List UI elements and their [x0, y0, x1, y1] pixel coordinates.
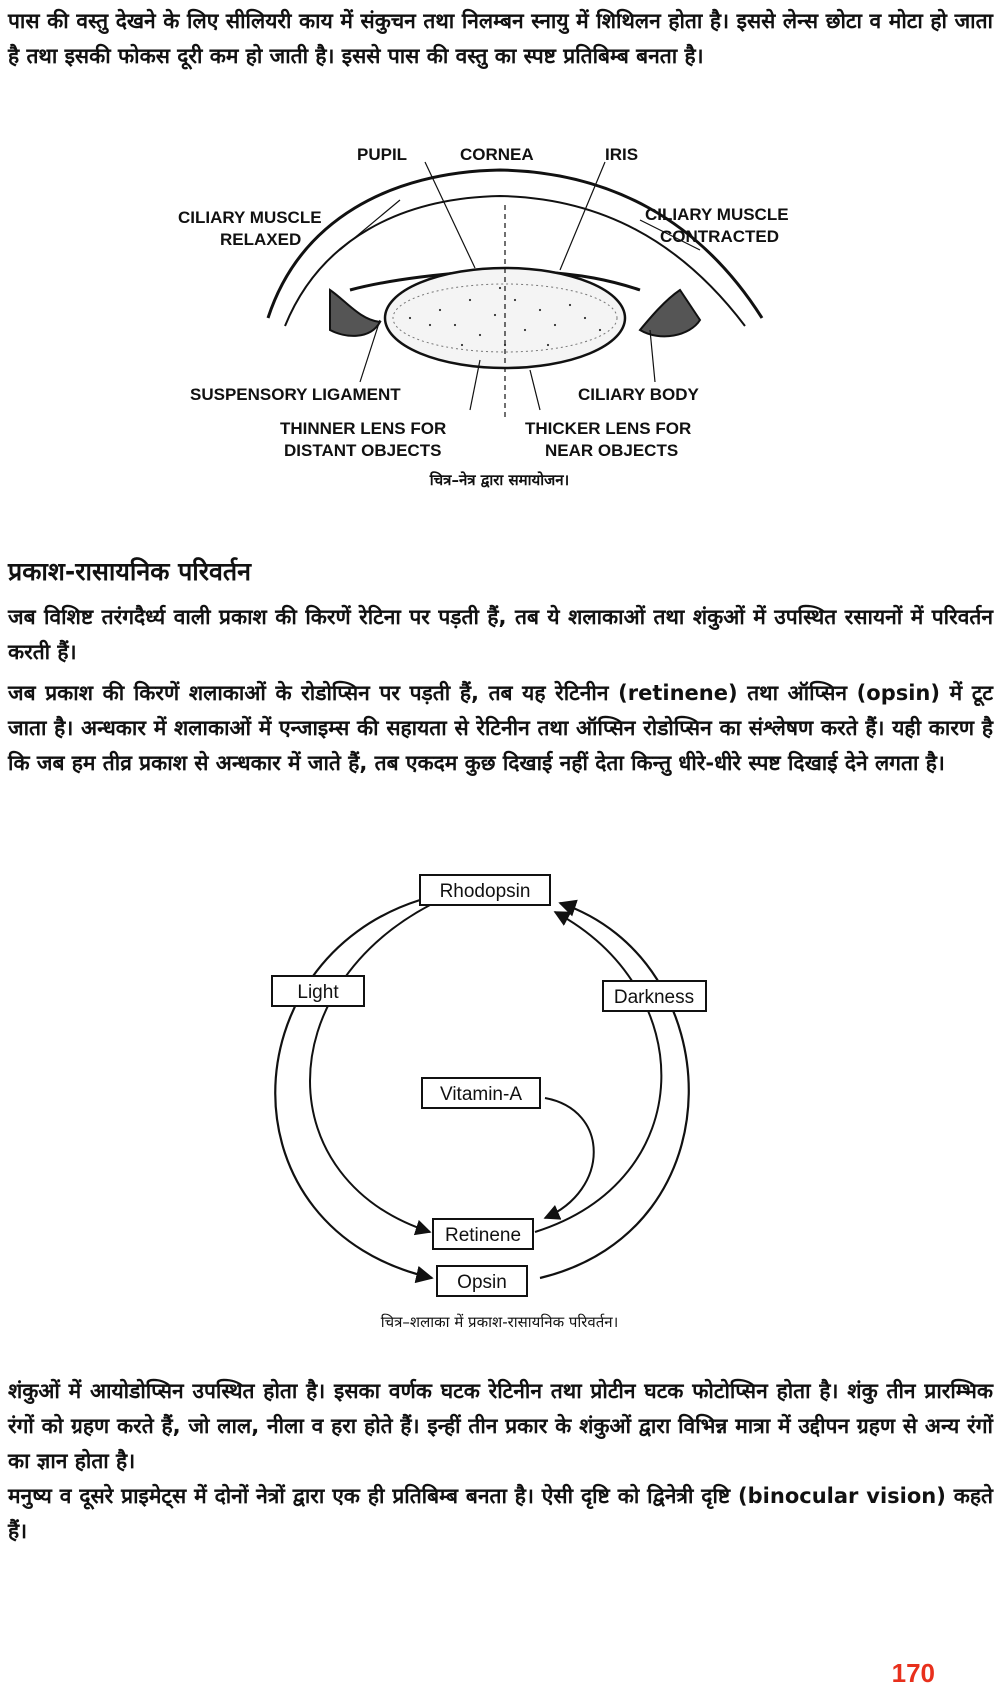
ciliary-relaxed-label-2: RELAXED [220, 230, 302, 249]
pupil-leader [425, 162, 475, 268]
light-label: Light [297, 982, 339, 1003]
ciliary-relaxed-leader [340, 200, 400, 250]
vitamin-a-label: Vitamin-A [439, 1084, 523, 1105]
pupil-label: PUPIL [357, 145, 408, 164]
section-paragraph-1: जब विशिष्ट तरंगदैर्ध्य वाली प्रकाश की किरणें रेटिना पर पड़ती हैं, तब ये शलाकाओं तथा शंकुओं में उपस्थित रसायनों में परिवर्तन करती हैं। [8, 605, 993, 664]
eye-accommodation-diagram [0, 130, 999, 470]
intro-paragraph: पास की वस्तु देखने के लिए सीलियरी काय में संकुचन तथा निलम्बन स्नायु में शिथिलन होता है। इससे लेन्स छोटा व मोटा हो जाता है तथा इसकी फोकस दूरी कम हो जाती है। इससे पास की वस्तु का स्पष्ट प्रतिबिम्ब बनता है। [8, 9, 993, 68]
section-paragraph-2: जब प्रकाश की किरणें शलाकाओं के रोडोप्सिन पर पड़ती हैं, तब यह रेटिनीन (retinene) तथा ऑप्सिन (opsin) में टूट जाता है। अन्धकार में शलाकाओं में एन्जाइम्स की सहायता से रेटिनीन तथा ऑप्सिन रोडोप्सिन का संश्लेषण करते हैं। यही कारण है कि जब हम तीव्र प्रकाश से अन्धकार में जाते हैं, तब एकदम कुछ दिखाई नहीं देता किन्तु धीरे-धीरे स्पष्ट दिखाई देने लगता है। [8, 681, 993, 775]
cornea-label: CORNEA [460, 145, 534, 164]
section-heading: प्रकाश-रासायनिक परिवर्तन [8, 557, 252, 586]
ciliary-relaxed-label-1: CILIARY MUSCLE [178, 208, 322, 227]
ciliary-body-right [640, 290, 700, 336]
thicker-leader [530, 370, 540, 410]
ciliary-body-leader [650, 330, 655, 382]
eye-figure-caption: चित्र–नेत्र द्वारा समायोजन। [429, 471, 570, 489]
rhodopsin-cycle-diagram [0, 860, 999, 1320]
ciliary-body-left [330, 290, 380, 336]
vitamin-a-arrow [545, 1098, 594, 1218]
thinner-lens-label-1: THINNER LENS FOR [280, 419, 447, 438]
ciliary-body-label: CILIARY BODY [578, 385, 699, 404]
rhodopsin-label: Rhodopsin [439, 881, 531, 902]
ciliary-contracted-label-1: CILIARY MUSCLE [645, 205, 789, 224]
thicker-lens-label-2: NEAR OBJECTS [545, 441, 679, 460]
iris-label: IRIS [605, 145, 639, 164]
closing-paragraph-1: शंकुओं में आयोडोप्सिन उपस्थित होता है। इसका वर्णक घटक रेटिनीन तथा प्रोटीन घटक फोटोप्सिन होता है। शंकु तीन प्रारम्भिक रंगों को ग्रहण करते हैं, जो लाल, नीला व हरा होते हैं। इन्हीं तीन प्रकार के शंकुओं द्वारा विभिन्न मात्रा में उद्दीपन ग्रहण से अन्य रंगों का ज्ञान होता है। [8, 1379, 993, 1473]
ciliary-contracted-label-2: CONTRACTED [660, 227, 779, 246]
thicker-lens-label-1: THICKER LENS FOR [525, 419, 692, 438]
suspensory-ligament-label: SUSPENSORY LIGAMENT [190, 385, 401, 404]
light-arc [275, 900, 432, 1278]
retinene-label: Retinene [444, 1225, 522, 1246]
closing-paragraph-2: मनुष्य व दूसरे प्राइमेट्स में दोनों नेत्रों द्वारा एक ही प्रतिबिम्ब बनता है। ऐसी दृष्टि को द्विनेत्री दृष्टि (binocular vision) कहते हैं। [8, 1484, 993, 1543]
darkness-label: Darkness [613, 987, 695, 1008]
opsin-label: Opsin [457, 1272, 507, 1293]
cycle-figure-caption: चित्र–शलाका में प्रकाश-रासायनिक परिवर्तन। [380, 1313, 619, 1331]
light-inner-arc [310, 905, 430, 1232]
thinner-lens-label-2: DISTANT OBJECTS [284, 441, 442, 460]
page-number: 170 [891, 1658, 935, 1688]
